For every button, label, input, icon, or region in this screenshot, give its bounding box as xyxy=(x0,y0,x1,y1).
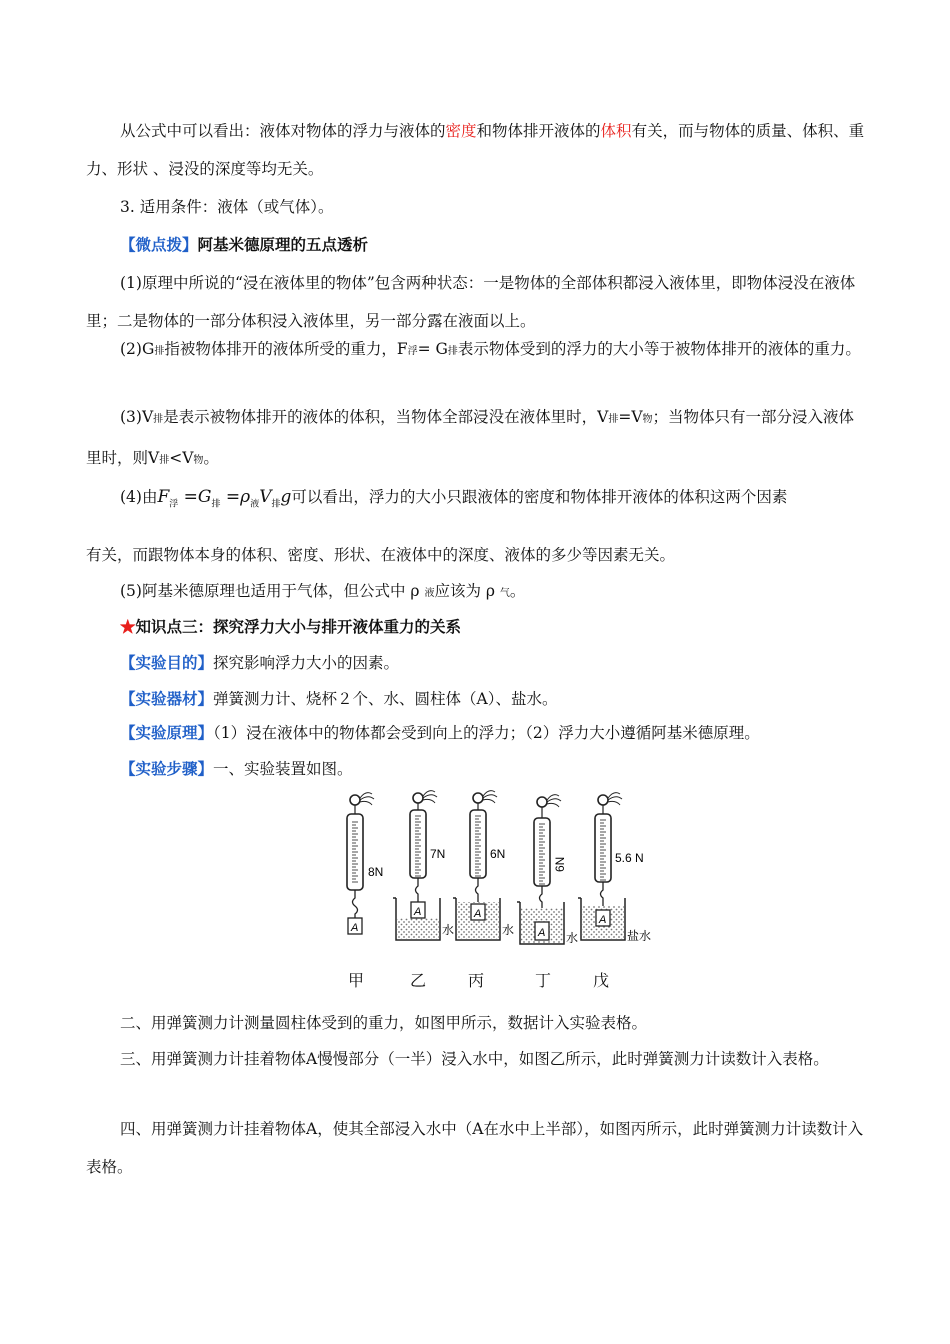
text: 和物体排开液体的 xyxy=(476,122,601,140)
reading-wu: 5.6 N xyxy=(615,851,644,865)
paragraph-formula-conclusion xyxy=(86,112,866,188)
svg-text:A: A xyxy=(538,927,546,939)
point-5: (5)阿基米德原理也适用于气体，但公式中 ρ 液应该为 ρ 气。 xyxy=(120,582,526,600)
text: 从公式中可以看出：液体对物体的浮力与液体的 xyxy=(120,122,446,140)
reading-yi: 7N xyxy=(430,847,446,861)
experiment-figure xyxy=(330,788,660,960)
buoyancy-formula: $F_浮 =G_排 =\rho_液V_排g$ xyxy=(157,487,292,510)
step-2: 二、用弹簧测力计测量圆柱体受到的重力，如图甲所示，数据计入实验表格。 xyxy=(120,1014,648,1032)
paragraph-applicable-conditions: 3. 适用条件：液体（或气体）。 xyxy=(120,198,334,216)
figure-caption-yi: 乙 xyxy=(410,971,427,990)
experiment-equipment: 【实验器材】弹簧测力计、烧杯２个、水、圆柱体（A）、盐水。 xyxy=(120,689,558,708)
spring-scale-yi xyxy=(393,791,454,940)
liquid-label-ding: 水 xyxy=(566,931,579,945)
svg-text:A: A xyxy=(351,922,359,934)
reading-ding: 6N xyxy=(553,856,567,872)
figure-caption-jia: 甲 xyxy=(348,971,365,990)
text: 有关，而与物体的质量、体积、重力、形状 、浸没的深度等均无关。 xyxy=(86,122,865,178)
step-4: 四、用弹簧测力计挂着物体A，使其全部浸入水中（A在水中上半部），如图丙所示，此时弹簧测力计读数计入表格。 xyxy=(86,1120,864,1176)
step-3: 三、用弹簧测力计挂着物体A慢慢部分（一半）浸入水中，如图乙所示，此时弹簧测力计读数计入表格。 xyxy=(120,1050,829,1068)
point-4-line-1: (4)由$F_浮 =G_排 =\rho_液V_排g$可以看出，浮力的大小只跟液体的密度和物体排开液体的体积这两个因素 xyxy=(120,487,788,510)
experiment-principle: 【实验原理】（1）浸在液体中的物体都会受到向上的浮力；（2）浮力大小遵循阿基米德原理。 xyxy=(120,723,760,742)
point-3: (3)V排是表示被物体排开的液体的体积，当物体全部浸没在液体里时，V排=V物；当物体只有一部分浸入液体里时，则V排<V物。 xyxy=(86,408,855,467)
reading-bing: 6N xyxy=(490,847,506,861)
point-2: (2)G排指被物体排开的液体所受的重力，F浮= G排表示物体受到的浮力的大小等于被物体排开的液体的重力。 xyxy=(120,340,861,358)
spring-scale-bing xyxy=(453,791,514,940)
svg-text:A: A xyxy=(474,908,482,920)
tip-tag: 【微点拨】 xyxy=(120,235,198,254)
reading-jia: 8N xyxy=(368,865,384,879)
water-yi xyxy=(397,918,439,939)
keyword-density: 密度 xyxy=(445,122,477,140)
liquid-label-bing: 水 xyxy=(502,923,515,937)
keyword-volume: 体积 xyxy=(600,122,632,140)
spring-scale-wu xyxy=(578,793,651,943)
spring-scale-ding xyxy=(517,795,578,945)
svg-text:A: A xyxy=(599,914,607,926)
point-1: (1)原理中所说的“浸在液体里的物体”包含两种状态：一是物体的全部体积都浸入液体里，即物体浸没在液体里；二是物体的一部分体积浸入液体里，另一部分露在液面以上。 xyxy=(86,274,856,330)
figure-caption-bing: 丙 xyxy=(468,971,485,990)
figure-caption-ding: 丁 xyxy=(535,971,552,990)
liquid-label-wu: 盐水 xyxy=(627,929,652,943)
liquid-label-yi: 水 xyxy=(442,923,455,937)
svg-text:A: A xyxy=(414,906,422,918)
experiment-steps: 【实验步骤】一、实验装置如图。 xyxy=(120,759,353,778)
figure-caption-wu: 戊 xyxy=(593,971,610,990)
knowledge-point-3-heading: ★知识点三：探究浮力大小与排开液体重力的关系 xyxy=(120,617,462,636)
tip-title: 阿基米德原理的五点透析 xyxy=(197,235,369,254)
star-icon: ★ xyxy=(120,617,136,636)
experiment-purpose: 【实验目的】探究影响浮力大小的因素。 xyxy=(120,653,400,672)
point-4-line-2: 有关，而跟物体本身的体积、密度、形状、在液体中的深度、液体的多少等因素无关。 xyxy=(86,546,676,564)
spring-scale-jia xyxy=(347,793,383,934)
tip-heading xyxy=(86,226,866,264)
